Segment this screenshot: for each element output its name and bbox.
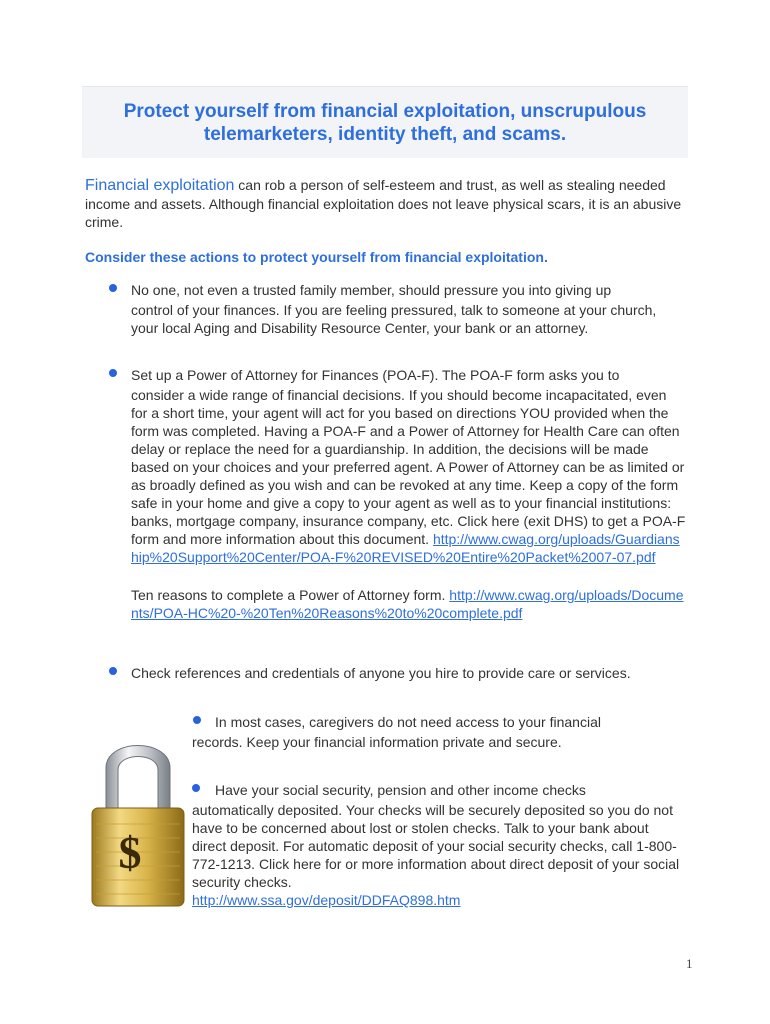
sub-bullet-item [192, 781, 682, 909]
sub-bullet-item [192, 713, 645, 751]
bullet-icon [109, 667, 117, 675]
bullet-icon [109, 369, 117, 377]
bullet-text: records. Keep your financial information private and secure. [192, 734, 562, 750]
padlock-dollar-icon [88, 720, 188, 910]
intro-paragraph [85, 176, 685, 231]
bullet-text: Check references and credentials of anyone you hire to provide care or services. [131, 665, 631, 681]
poa-f-link[interactable]: http://www.cwag.org/uploads/Guardianship%20Support%20Center/POA-F%20REVISED%20Entire%20Packet%2007-07.pdf [131, 531, 680, 565]
bullet-text: automatically deposited. Your checks will be securely deposited so you do not have to be concerned about lost or stolen checks. Talk to your bank about direct deposit. For automatic deposit of your social security checks, call 1-800-772-1213. Click here for or more information about direct deposit of your social security checks. [192, 802, 680, 890]
consider-heading: Consider these actions to protect yourself from financial exploitation. [85, 249, 548, 265]
page-number: 1 [686, 956, 693, 971]
title-line-2: telemarketers, identity theft, and scams. [203, 124, 567, 145]
ten-reasons-link[interactable]: http://www.cwag.org/uploads/Documents/POA-HC%20-%20Ten%20Reasons%20to%20complete.pdf [131, 587, 684, 621]
ssa-deposit-link[interactable]: http://www.ssa.gov/deposit/DDFAQ898.htm [192, 892, 461, 908]
title-line-1: Protect yourself from financial exploitation, unscrupulous [123, 101, 647, 122]
ten-reasons-text: Ten reasons to complete a Power of Attorney form. [131, 587, 450, 603]
bullet-item [131, 366, 686, 622]
bullet-first-line: In most cases, caregivers do not need access to your financial [215, 714, 601, 730]
bullet-first-line: No one, not even a trusted family member, should pressure you into giving up [131, 282, 612, 298]
bullet-text: control of your finances. If you are feeling pressured, talk to someone at your church, your local Aging and Disability Resource Center, your bank or an attorney. [131, 302, 657, 336]
ten-reasons-paragraph [131, 586, 686, 622]
bullet-item [131, 281, 676, 337]
bullet-icon [193, 716, 201, 724]
intro-text: can rob a person of self-esteem and trust, as well as stealing needed income and assets. Although financial exploitation does not leave physical scars, it is an abusive crime. [85, 177, 682, 230]
bullet-icon [192, 784, 200, 792]
bullet-text: consider a wide range of financial decisions. If you should become incapacitated, even for a short time, your agent will act for you based on directions YOU provided when the form was completed. Having a POA-F and a Power of Attorney for Health Care can often delay or replace the need for a guardianship. In addition, the decisions will be made based on your choices and your preferred agent. A Power of Attorney can be as limited or as broadly defined as you wish and can be revoked at any time. Keep a copy of the form safe in your home and give a copy to your agent as well as to your financial institutions: banks, mortgage company, insurance company, etc. Click here (exit DHS) to get a POA-F form and more information about this document. [131, 387, 686, 547]
bullet-icon [109, 284, 117, 292]
intro-lead: Financial exploitation [85, 177, 235, 194]
title-box [82, 86, 688, 158]
page-title [82, 100, 688, 146]
svg-text:$: $ [118, 827, 142, 878]
bullet-first-line: Set up a Power of Attorney for Finances (POA-F). The POA-F form asks you to [131, 367, 620, 383]
bullet-item [131, 664, 686, 682]
bullet-first-line: Have your social security, pension and other income checks [215, 782, 586, 798]
